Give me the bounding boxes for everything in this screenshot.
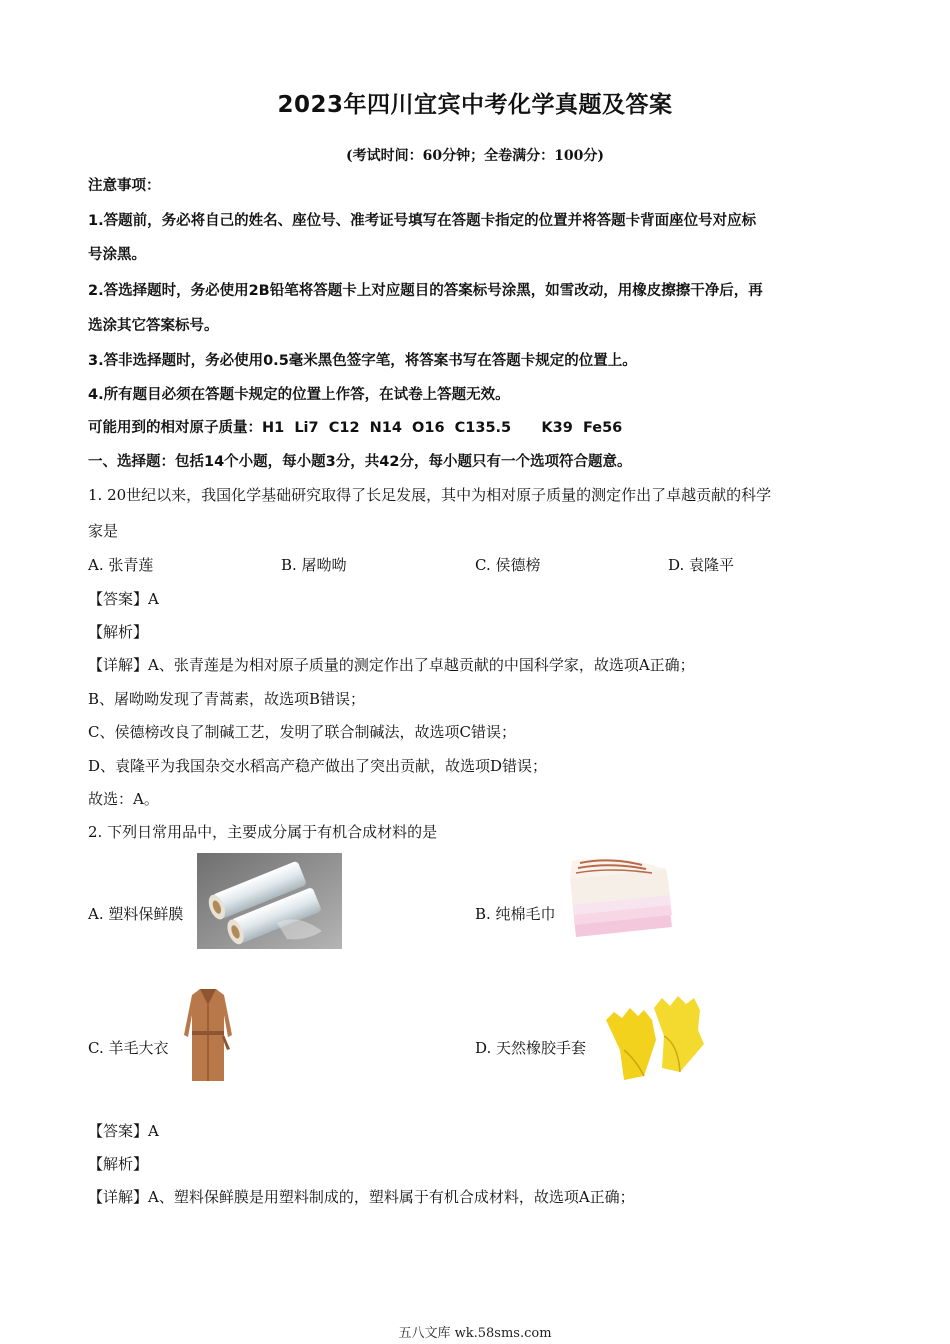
- exam-info: (考试时间：60分钟；全卷满分：100分): [346, 148, 604, 164]
- q1-option-c: C. 侯德榜: [475, 556, 541, 574]
- footer-watermark: 五八文库 wk.58sms.com: [398, 1326, 552, 1341]
- q1-detail-a: 【详解】A、张青莲是为相对原子质量的测定作出了卓越贡献的中国科学家，故选项A正确；: [88, 656, 695, 674]
- q1-option-a: A. 张青莲: [88, 556, 154, 574]
- notice-item-1: 1.答题前，务必将自己的姓名、座位号、准考证号填写在答题卡指定的位置并将答题卡背面座位号对应标: [88, 213, 757, 229]
- notice-item-1-cont: 号涂黑。: [88, 247, 146, 263]
- plastic-wrap-image: [197, 853, 342, 949]
- q2-option-d: D. 天然橡胶手套: [475, 1039, 587, 1057]
- q1-option-d: D. 袁隆平: [668, 556, 735, 574]
- q1-conclusion: 故选：A。: [88, 790, 159, 808]
- q2-option-c: C. 羊毛大衣: [88, 1039, 169, 1057]
- q1-detail-c: C、侯德榜改良了制碱工艺，发明了联合制碱法，故选项C错误；: [88, 723, 516, 741]
- notice-item-4: 4.所有题目必须在答题卡规定的位置上作答，在试卷上答题无效。: [88, 387, 510, 403]
- q2-option-b: B. 纯棉毛巾: [475, 905, 556, 923]
- page-title: 2023年四川宜宾中考化学真题及答案: [277, 92, 673, 118]
- atomic-mass-line: 可能用到的相对原子质量：H1 Li7 C12 N14 O16 C135.5 K39 Fe56: [88, 420, 623, 436]
- towel-image: [566, 853, 678, 945]
- notice-item-2: 2.答选择题时，务必使用2B铅笔将答题卡上对应题目的答案标号涂黑，如雪改动，用橡皮擦擦干净后，再: [88, 283, 763, 299]
- q2-answer: 【答案】A: [88, 1122, 159, 1140]
- q1-analysis-label: 【解析】: [88, 623, 149, 641]
- q2-option-a: A. 塑料保鲜膜: [88, 905, 184, 923]
- q1-stem: 1. 20世纪以来，我国化学基础研究取得了长足发展，其中为相对原子质量的测定作出了卓越贡献的科学: [88, 486, 772, 504]
- q1-detail-b: B、屠呦呦发现了青蒿素，故选项B错误；: [88, 690, 366, 708]
- section-heading: 一、选择题：包括14个小题，每小题3分，共42分，每小题只有一个选项符合题意。: [88, 454, 632, 470]
- notice-heading: 注意事项：: [88, 178, 161, 194]
- notice-item-3: 3.答非选择题时，务必使用0.5毫米黑色签字笔，将答案书写在答题卡规定的位置上。: [88, 353, 637, 369]
- q1-detail-d: D、袁隆平为我国杂交水稻高产稳产做出了突出贡献，故选项D错误；: [88, 757, 548, 775]
- wool-coat-image: [178, 985, 238, 1083]
- q1-stem-cont: 家是: [88, 522, 119, 540]
- q1-answer: 【答案】A: [88, 590, 159, 608]
- notice-item-2-cont: 选涂其它答案标号。: [88, 318, 219, 334]
- q2-stem: 2. 下列日常用品中，主要成分属于有机合成材料的是: [88, 823, 438, 841]
- q2-analysis-label: 【解析】: [88, 1155, 149, 1173]
- q2-detail-a: 【详解】A、塑料保鲜膜是用塑料制成的，塑料属于有机合成材料，故选项A正确；: [88, 1188, 635, 1206]
- rubber-gloves-image: [600, 990, 710, 1082]
- q1-option-b: B. 屠呦呦: [281, 556, 347, 574]
